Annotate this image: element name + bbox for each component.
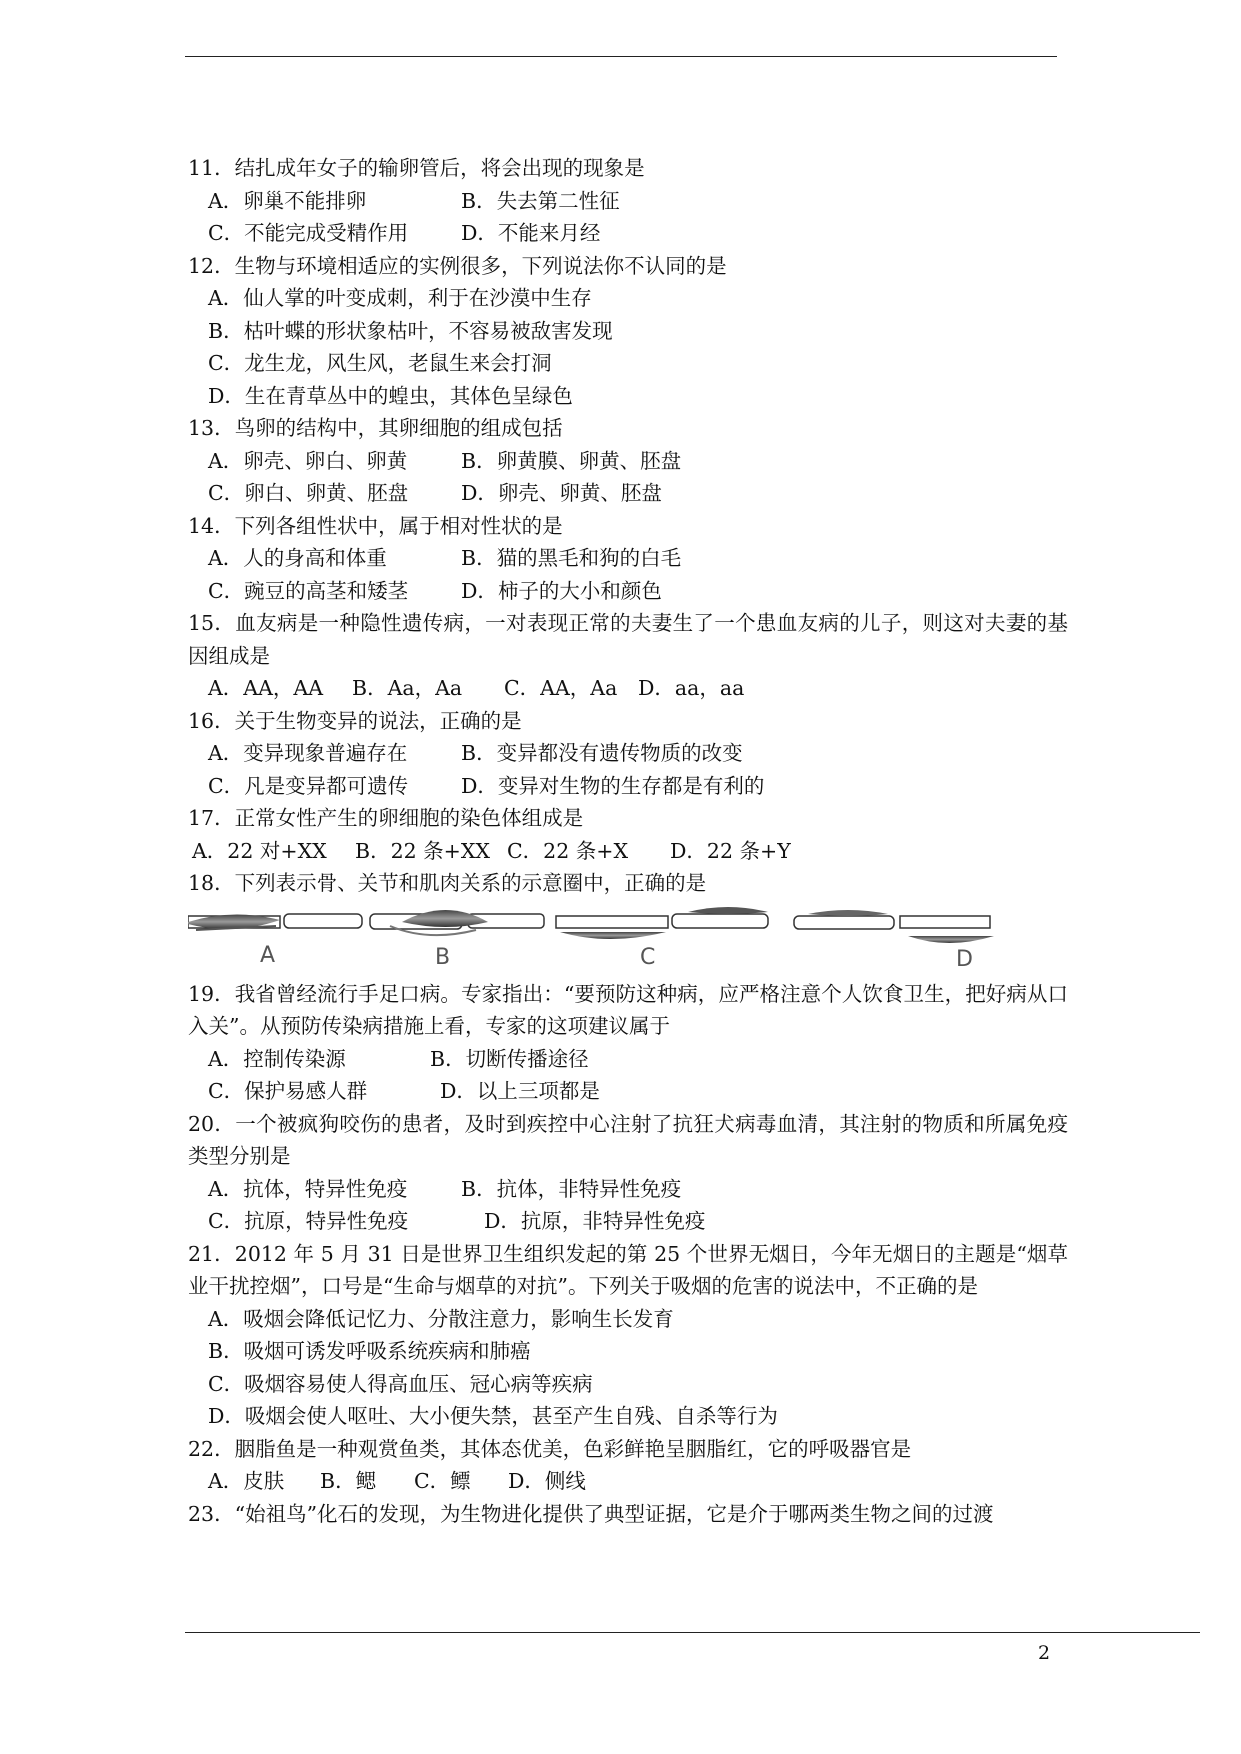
option-11-c: C．不能完成受精作用 (208, 221, 409, 245)
option-22-c: C．鳔 (414, 1469, 471, 1493)
question-19-options-row2 (208, 1075, 1068, 1108)
question-19-options-row1 (208, 1043, 1068, 1076)
option-16-a: A．变异现象普遍存在 (208, 741, 408, 765)
option-19-d: D．以上三项都是 (440, 1079, 600, 1103)
option-20-a: A．抗体，特异性免疫 (208, 1176, 408, 1201)
option-14-a: A．人的身高和体重 (208, 546, 387, 570)
figure-label-b: B (435, 944, 451, 970)
option-13-a: A．卵壳、卵白、卵黄 (208, 448, 408, 473)
header-rule (185, 56, 1057, 57)
question-20: 20．一个被疯狗咬伤的患者，及时到疾控中心注射了抗狂犬病毒血清，其注射的物质和所属免疫类型分别是 (188, 1111, 1068, 1168)
option-19-b: B．切断传播途径 (430, 1046, 589, 1071)
option-21-c: C．吸烟容易使人得高血压、冠心病等疾病 (208, 1371, 593, 1396)
option-20-c: C．抗原，特异性免疫 (208, 1209, 409, 1233)
question-15: 15．血友病是一种隐性遗传病，一对表现正常的夫妻生了一个患血友病的儿子，则这对夫妻的基因组成是 (188, 611, 1068, 668)
question-13: 13．鸟卵的结构中，其卵细胞的组成包括 (188, 416, 563, 440)
question-13-options-row1 (208, 445, 1068, 478)
question-14-options-row2 (208, 575, 1068, 608)
option-13-c: C．卵白、卵黄、胚盘 (208, 481, 409, 505)
option-16-c: C．凡是变异都可遗传 (208, 773, 409, 798)
question-18: 18．下列表示骨、关节和肌肉关系的示意圈中，正确的是 (188, 871, 707, 895)
question-16-options-row2 (208, 770, 1068, 803)
figure-label-d: D (956, 946, 973, 970)
bone-joint-muscle-figure (188, 902, 1068, 970)
option-19-a: A．控制传染源 (208, 1046, 346, 1071)
question-17: 17．正常女性产生的卵细胞的染色体组成是 (188, 806, 584, 830)
option-15-d: D．aa，aa (638, 676, 745, 700)
option-17-b: B．22 条+XX (355, 838, 491, 863)
question-12: 12．生物与环境相适应的实例很多，下列说法你不认同的是 (188, 253, 727, 278)
question-21: 21．2012 年 5 月 31 日是世界卫生组织发起的第 25 个世界无烟日，今年无烟日的主题是“烟草业干扰控烟”，口号是“生命与烟草的对抗”。下列关于吸烟的危害的说法中，不正确的是 (188, 1241, 1068, 1298)
option-16-b: B．变异都没有遗传物质的改变 (461, 741, 743, 765)
bone-joint-muscle-diagrams (188, 902, 1058, 970)
question-17-options (192, 835, 1068, 868)
option-15-c: C．AA，Aa (504, 676, 618, 700)
option-17-d: D．22 条+Y (670, 838, 791, 863)
option-11-b: B．失去第二性征 (461, 188, 620, 213)
question-15-options (208, 672, 1068, 705)
diagram-b (370, 910, 544, 970)
option-12-b: B．枯叶蝶的形状象枯叶，不容易被敌害发现 (208, 318, 613, 343)
option-21-d: D．吸烟会使人呕吐、大小便失禁，甚至产生自残、自杀等行为 (208, 1404, 778, 1428)
option-20-b: B．抗体，非特异性免疫 (461, 1176, 682, 1201)
option-15-a: A．AA，AA (208, 676, 324, 700)
option-22-b: B．鳃 (320, 1469, 377, 1493)
option-15-b: B．Aa，Aa (352, 676, 463, 700)
option-14-c: C．豌豆的高茎和矮茎 (208, 578, 409, 603)
option-13-b: B．卵黄膜、卵黄、胚盘 (461, 448, 682, 473)
question-11-options-row1 (208, 185, 1068, 218)
option-11-d: D．不能来月经 (461, 221, 601, 245)
question-22-options (208, 1465, 1068, 1498)
option-13-d: D．卵壳、卵黄、胚盘 (461, 481, 662, 505)
question-11-options-row2 (208, 217, 1068, 250)
option-16-d: D．变异对生物的生存都是有利的 (461, 773, 765, 798)
figure-label-c: C (640, 944, 656, 970)
diagram-c (556, 907, 768, 970)
option-14-d: D．柿子的大小和颜色 (461, 578, 662, 603)
question-23: 23．“始祖鸟”化石的发现，为生物进化提供了典型证据，它是介于哪两类生物之间的过渡 (188, 1501, 994, 1526)
option-14-b: B．猫的黑毛和狗的白毛 (461, 546, 682, 570)
option-17-a: A．22 对+XX (192, 838, 327, 863)
question-20-options-row2 (208, 1205, 1068, 1238)
option-21-b: B．吸烟可诱发呼吸系统疾病和肺癌 (208, 1339, 531, 1363)
question-11: 11．结扎成年女子的输卵管后，将会出现的现象是 (188, 156, 645, 180)
question-13-options-row2 (208, 477, 1068, 510)
page-number: 2 (1038, 1642, 1051, 1664)
question-19: 19．我省曾经流行手足口病。专家指出：“要预防这种病，应严格注意个人饮食卫生，把好病从口入关”。从预防传染病措施上看，专家的这项建议属于 (188, 981, 1068, 1038)
footer-rule (185, 1632, 1200, 1633)
question-14-options-row1 (208, 542, 1068, 575)
option-22-d: D．侧线 (508, 1469, 586, 1493)
question-14: 14．下列各组性状中，属于相对性状的是 (188, 513, 563, 538)
figure-label-a: A (260, 942, 276, 968)
diagram-a (188, 914, 362, 968)
option-20-d: D．抗原，非特异性免疫 (484, 1209, 706, 1233)
option-22-a: A．皮肤 (208, 1469, 285, 1493)
question-22: 22．胭脂鱼是一种观赏鱼类，其体态优美，色彩鲜艳呈胭脂红，它的呼吸器官是 (188, 1436, 912, 1461)
option-21-a: A．吸烟会降低记忆力、分散注意力，影响生长发育 (208, 1306, 674, 1331)
option-12-c: C．龙生龙，风生风，老鼠生来会打洞 (208, 351, 552, 375)
option-12-a: A．仙人掌的叶变成刺，利于在沙漠中生存 (208, 286, 592, 310)
question-16-options-row1 (208, 737, 1068, 770)
option-17-c: C．22 条+X (507, 838, 629, 863)
exam-content (188, 152, 1068, 1530)
option-19-c: C．保护易感人群 (208, 1079, 368, 1103)
diagram-d (794, 910, 994, 970)
question-16: 16．关于生物变异的说法，正确的是 (188, 708, 522, 733)
question-20-options-row1 (208, 1173, 1068, 1206)
option-12-d: D．生在青草丛中的蝗虫，其体色呈绿色 (208, 383, 573, 408)
option-11-a: A．卵巢不能排卵 (208, 188, 367, 213)
